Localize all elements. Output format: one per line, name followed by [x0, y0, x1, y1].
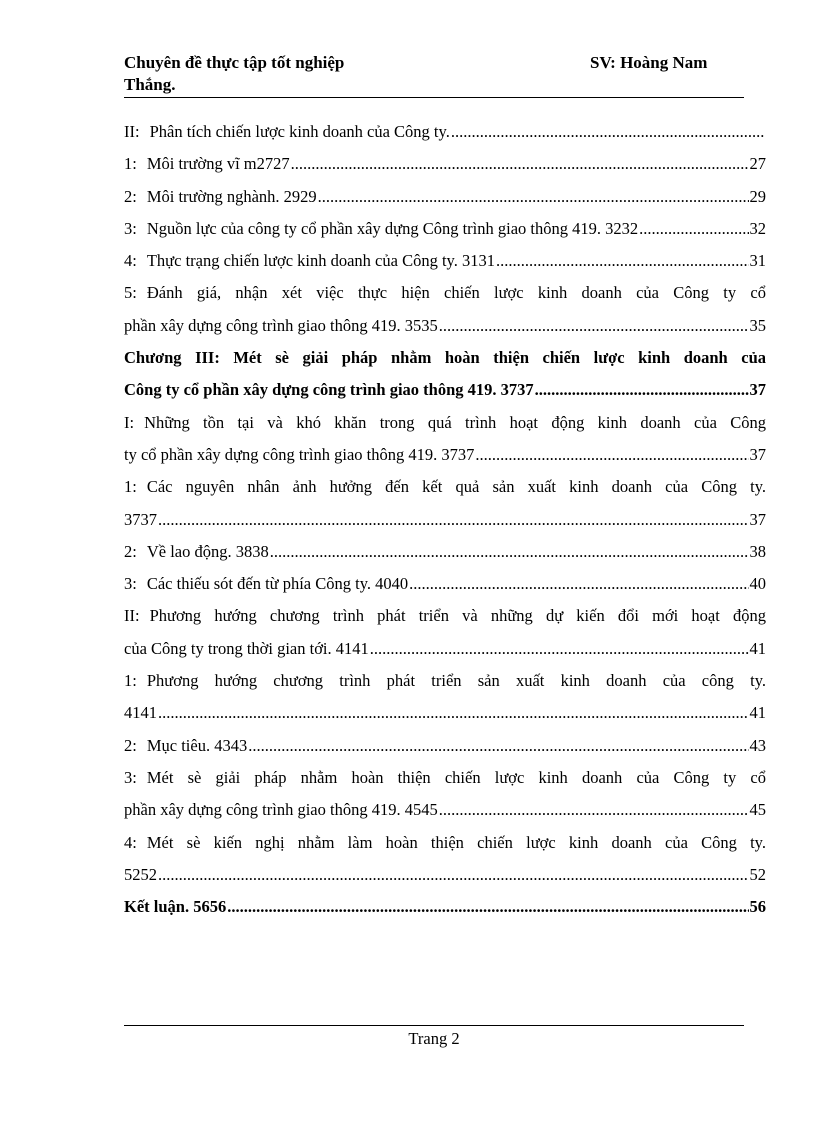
- toc-page-number: 43: [749, 735, 766, 755]
- toc-entry[interactable]: [124, 762, 766, 794]
- toc-entry-text: [124, 213, 638, 245]
- toc-entry-text: [124, 600, 766, 632]
- toc-entry-title: phần xây dựng công trình giao thông 419. 4545: [124, 800, 438, 820]
- toc-entry-number: 3:: [124, 218, 137, 238]
- toc-entry-text: [124, 181, 317, 213]
- toc-entry-title: Các thiếu sót đến từ phía Công ty. 4040: [146, 574, 409, 594]
- toc-leader-dots: [409, 568, 748, 600]
- toc-page-number: 35: [749, 315, 766, 335]
- toc-page-number: 56: [749, 897, 766, 917]
- toc-leader-dots: [270, 536, 749, 568]
- toc-entry[interactable]: [124, 859, 766, 891]
- student-name-continued: Thắng.: [124, 75, 176, 94]
- toc-leader-dots: [451, 116, 765, 148]
- toc-entry-title: Phân tích chiến lược kinh doanh của Công ty.: [149, 122, 450, 141]
- toc-entry-number: 2:: [124, 186, 137, 206]
- toc-entry-text: [124, 697, 157, 729]
- toc-entry[interactable]: [124, 181, 766, 213]
- toc-entry-text: [124, 859, 157, 891]
- table-of-contents: [124, 116, 766, 923]
- toc-page-number: 37: [749, 380, 766, 400]
- toc-entry-number: 1:: [124, 671, 137, 691]
- toc-entry[interactable]: [124, 794, 766, 826]
- toc-entry-title: Mét sè giải pháp nhằm hoàn thiện chiến lược kinh doanh của Công ty cổ: [146, 767, 766, 787]
- toc-entry-title: 3737: [124, 509, 157, 529]
- toc-entry[interactable]: [124, 827, 766, 859]
- toc-entry-text: [124, 407, 766, 439]
- toc-entry-text: [124, 471, 766, 503]
- toc-page-number: 37: [749, 509, 766, 529]
- toc-page-number: 37: [749, 444, 766, 464]
- toc-leader-dots: [370, 633, 749, 665]
- toc-entry-title: 5252: [124, 864, 157, 884]
- toc-entry-title: Đánh giá, nhận xét việc thực hiện chiến lược kinh doanh của Công ty cổ: [146, 283, 766, 303]
- toc-page-number: 27: [749, 154, 766, 174]
- toc-entry-text: [124, 439, 474, 471]
- toc-leader-dots: [475, 439, 748, 471]
- toc-entry[interactable]: [124, 310, 766, 342]
- toc-entry-text: [124, 310, 438, 342]
- page-number: Trang 2: [408, 1029, 460, 1048]
- toc-entry[interactable]: [124, 504, 766, 536]
- toc-entry[interactable]: [124, 536, 766, 568]
- toc-entry-text: [124, 665, 766, 697]
- toc-entry[interactable]: [124, 407, 766, 439]
- toc-entry[interactable]: [124, 116, 766, 148]
- toc-leader-dots: [158, 697, 749, 729]
- toc-entry-title: Kết luận. 5656: [124, 897, 227, 917]
- page-footer: [124, 1028, 744, 1050]
- toc-leader-dots: [158, 859, 749, 891]
- toc-leader-dots: [248, 730, 748, 762]
- toc-entry-title: phần xây dựng công trình giao thông 419. 3535: [124, 315, 438, 335]
- toc-entry[interactable]: [124, 471, 766, 503]
- toc-entry[interactable]: [124, 439, 766, 471]
- toc-page-number: 41: [749, 638, 766, 658]
- toc-entry-text: [124, 116, 450, 148]
- toc-entry[interactable]: [124, 633, 766, 665]
- toc-leader-dots: [439, 310, 749, 342]
- toc-entry-title: Thực trạng chiến lược kinh doanh của Công ty. 3131: [146, 251, 495, 271]
- toc-page-number: 52: [749, 864, 766, 884]
- toc-entry-number: 2:: [124, 541, 137, 561]
- toc-entry[interactable]: [124, 600, 766, 632]
- toc-entry-number: 1:: [124, 154, 137, 174]
- toc-entry-title: ty cổ phần xây dựng công trình giao thông 419. 3737: [124, 444, 475, 464]
- toc-entry-text: [124, 504, 157, 536]
- toc-entry-title: Chương III: Mét sè giải pháp nhằm hoàn thiện chiến lược kinh doanh của: [124, 348, 766, 368]
- toc-entry-number: 4:: [124, 832, 137, 852]
- toc-entry-number: 4:: [124, 251, 137, 271]
- toc-entry-title: Phương hướng chương trình phát triển và những dự kiến đổi mới hoạt động: [149, 606, 766, 626]
- toc-leader-dots: [439, 794, 749, 826]
- toc-leader-dots: [291, 148, 749, 180]
- toc-entry-text: [124, 633, 369, 665]
- toc-entry-number: 3:: [124, 767, 137, 787]
- toc-entry-title: Các nguyên nhân ảnh hưởng đến kết quả sản xuất kinh doanh của Công ty.: [146, 477, 766, 497]
- toc-entry-text: [124, 794, 438, 826]
- toc-entry[interactable]: [124, 245, 766, 277]
- footer-rule: [124, 1025, 744, 1026]
- toc-entry-number: 1:: [124, 477, 137, 497]
- toc-leader-dots: [227, 891, 748, 923]
- toc-entry-title: Công ty cổ phần xây dựng công trình giao thông 419. 3737: [124, 380, 534, 400]
- toc-page-number: 32: [749, 218, 766, 238]
- toc-page-number: 41: [749, 703, 766, 723]
- toc-entry-text: [124, 148, 290, 180]
- toc-entry[interactable]: [124, 730, 766, 762]
- toc-entry-title: Mét sè kiến nghị nhằm làm hoàn thiện chiến lược kinh doanh của Công ty.: [146, 832, 766, 852]
- header-rule: [124, 97, 744, 98]
- toc-entry-number: I:: [124, 412, 135, 432]
- student-name: SV: Hoàng Nam: [590, 53, 708, 72]
- toc-entry-text: [124, 277, 766, 309]
- toc-page-number: 38: [749, 541, 766, 561]
- toc-leader-dots: [535, 374, 749, 406]
- document-title: Chuyên đề thực tập tốt nghiệp: [124, 53, 345, 72]
- toc-entry[interactable]: [124, 891, 766, 923]
- toc-entry-text: [124, 568, 408, 600]
- toc-entry-text: [124, 342, 766, 374]
- toc-entry[interactable]: [124, 665, 766, 697]
- toc-entry-title: Môi trường vĩ m2727: [146, 154, 290, 174]
- toc-entry-number: II:: [124, 606, 140, 626]
- toc-entry[interactable]: [124, 697, 766, 729]
- toc-entry[interactable]: [124, 568, 766, 600]
- toc-entry-title: Mục tiêu. 4343: [146, 735, 248, 755]
- toc-entry-title: Những tồn tại và khó khăn trong quá trình hoạt động kinh doanh của Công: [144, 412, 766, 432]
- toc-leader-dots: [158, 504, 749, 536]
- toc-entry-text: [124, 730, 247, 762]
- toc-entry-title: Nguồn lực của công ty cổ phần xây dựng Công trình giao thông 419. 3232: [146, 218, 639, 238]
- toc-leader-dots: [496, 245, 749, 277]
- toc-entry-number: II:: [124, 122, 140, 141]
- toc-entry-title: của Công ty trong thời gian tới. 4141: [124, 638, 369, 658]
- toc-entry[interactable]: [124, 277, 766, 309]
- toc-entry-number: 2:: [124, 735, 137, 755]
- toc-entry-text: [124, 245, 495, 277]
- toc-leader-dots: [318, 181, 749, 213]
- toc-entry-text: [124, 536, 269, 568]
- toc-entry[interactable]: [124, 213, 766, 245]
- toc-page-number: 40: [749, 574, 766, 594]
- toc-entry-number: 5:: [124, 283, 137, 303]
- toc-page-number: 31: [749, 251, 766, 271]
- toc-page-number: 45: [749, 800, 766, 820]
- toc-leader-dots: [639, 213, 748, 245]
- toc-entry-text: [124, 827, 766, 859]
- toc-entry-title: Phương hướng chương trình phát triển sản xuất kinh doanh của công ty.: [146, 671, 766, 691]
- toc-entry-title: Môi trường nghành. 2929: [146, 186, 317, 206]
- toc-entry[interactable]: [124, 374, 766, 406]
- toc-page-number: 29: [749, 186, 766, 206]
- toc-entry-text: [124, 374, 534, 406]
- toc-entry[interactable]: [124, 342, 766, 374]
- toc-entry-number: 3:: [124, 574, 137, 594]
- toc-entry-text: [124, 891, 226, 923]
- toc-entry-title: Về lao động. 3838: [146, 541, 269, 561]
- toc-entry-title: 4141: [124, 703, 157, 723]
- toc-entry-text: [124, 762, 766, 794]
- toc-entry[interactable]: [124, 148, 766, 180]
